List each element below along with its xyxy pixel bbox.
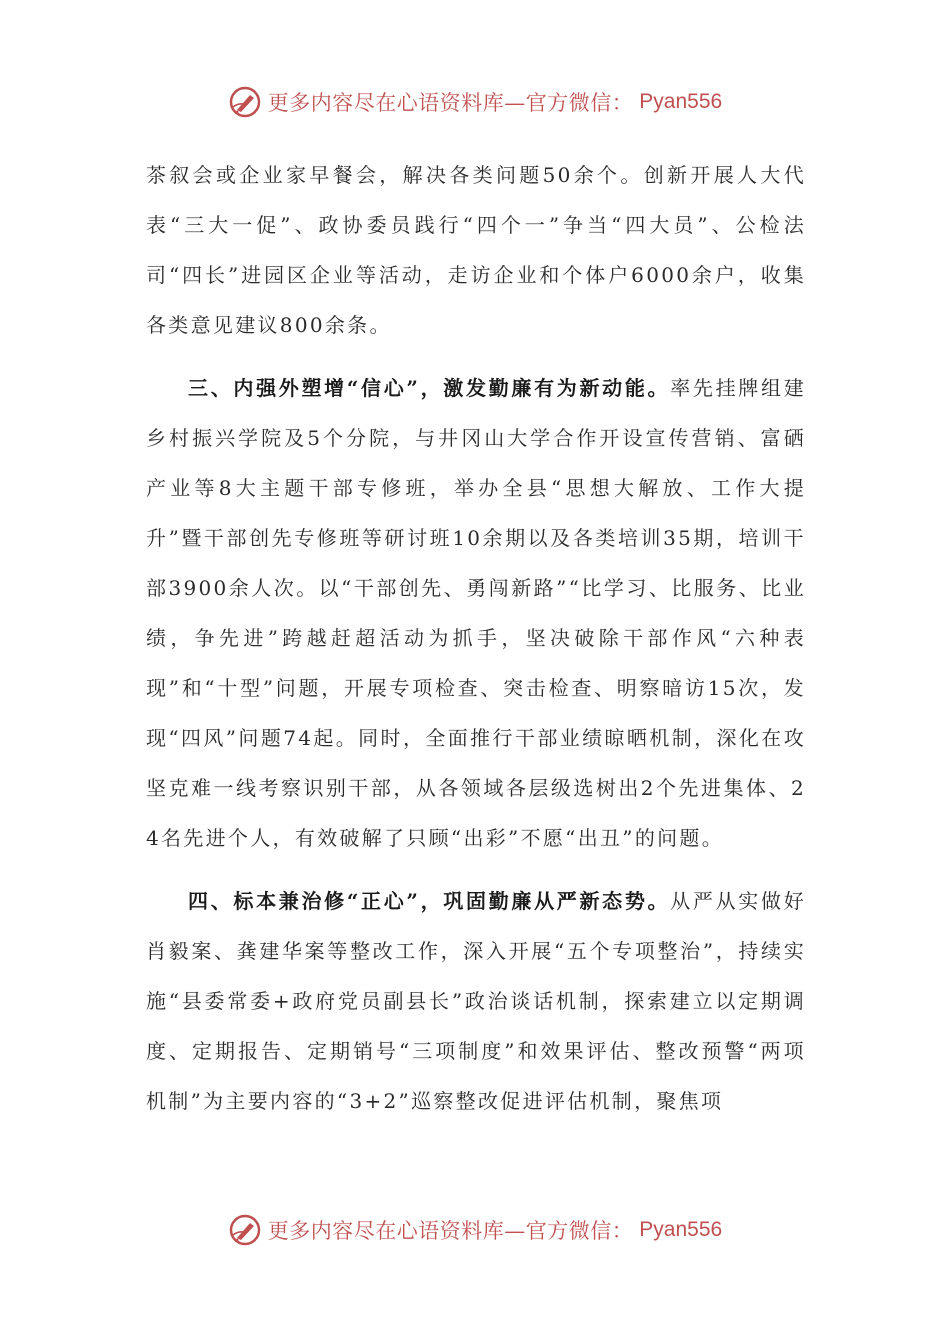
paragraph-text: 茶叙会或企业家早餐会，解决各类问题50余个。创新开展人大代表“三大一促”、政协委员践行“四个一”争当“四大员”、公检法司“四长”进园区企业等活动，走访企业和个体户6000余户，收集各类意见建议800余条。 — [146, 163, 806, 337]
paragraph-lead: 四、标本兼治修“正心”，巩固勤廉从严新态势。 — [188, 889, 671, 913]
paragraph-lead: 三、内强外塑增“信心”，激发勤廉有为新动能。 — [188, 376, 671, 400]
paragraph-text: 从严从实做好肖毅案、龚建华案等整改工作，深入开展“五个专项整治”，持续实施“县委常委+政府党员副县长”政治谈话机制，探索建立以定期调度、定期报告、定期销号“三项制度”和效果评估、整改预警“两项机制”为主要内容的“3+2”巡察整改促进评估机制，聚焦项 — [146, 889, 806, 1113]
paragraph-1 — [146, 150, 806, 350]
watermark-wechat-id: Pyan556 — [639, 1218, 723, 1241]
pen-circle-logo-icon — [228, 1213, 262, 1247]
paragraph-3 — [146, 876, 806, 1126]
paragraph-text: 率先挂牌组建乡村振兴学院及5个分院，与井冈山大学合作开设宣传营销、富硒产业等8大主题干部专修班，举办全县“思想大解放、工作大提升”暨干部创先专修班等研讨班10余期以及各类培训35期，培训干部3900余人次。以“干部创先、勇闯新路”“比学习、比服务、比业绩，争先进”跨越赶超活动为抓手，坚决破除干部作风“六种表现”和“十型”问题，开展专项检查、突击检查、明察暗访15次，发现“四风”问题74起。同时，全面推行干部业绩晾晒机制，深化在攻坚克难一线考察识别干部，从各领域各层级选树出2个先进集体、24名先进个人，有效破解了只顾“出彩”不愿“出丑”的问题。 — [146, 376, 806, 850]
watermark-wechat-id: Pyan556 — [639, 90, 723, 113]
watermark-text: 更多内容尽在心语资料库—官方微信： — [267, 91, 634, 115]
pen-circle-logo-icon — [228, 85, 262, 119]
paragraph-2 — [146, 363, 806, 863]
document-body — [146, 150, 806, 1126]
header-watermark — [0, 82, 950, 122]
footer-watermark — [0, 1210, 950, 1250]
watermark-text: 更多内容尽在心语资料库—官方微信： — [267, 1219, 634, 1243]
